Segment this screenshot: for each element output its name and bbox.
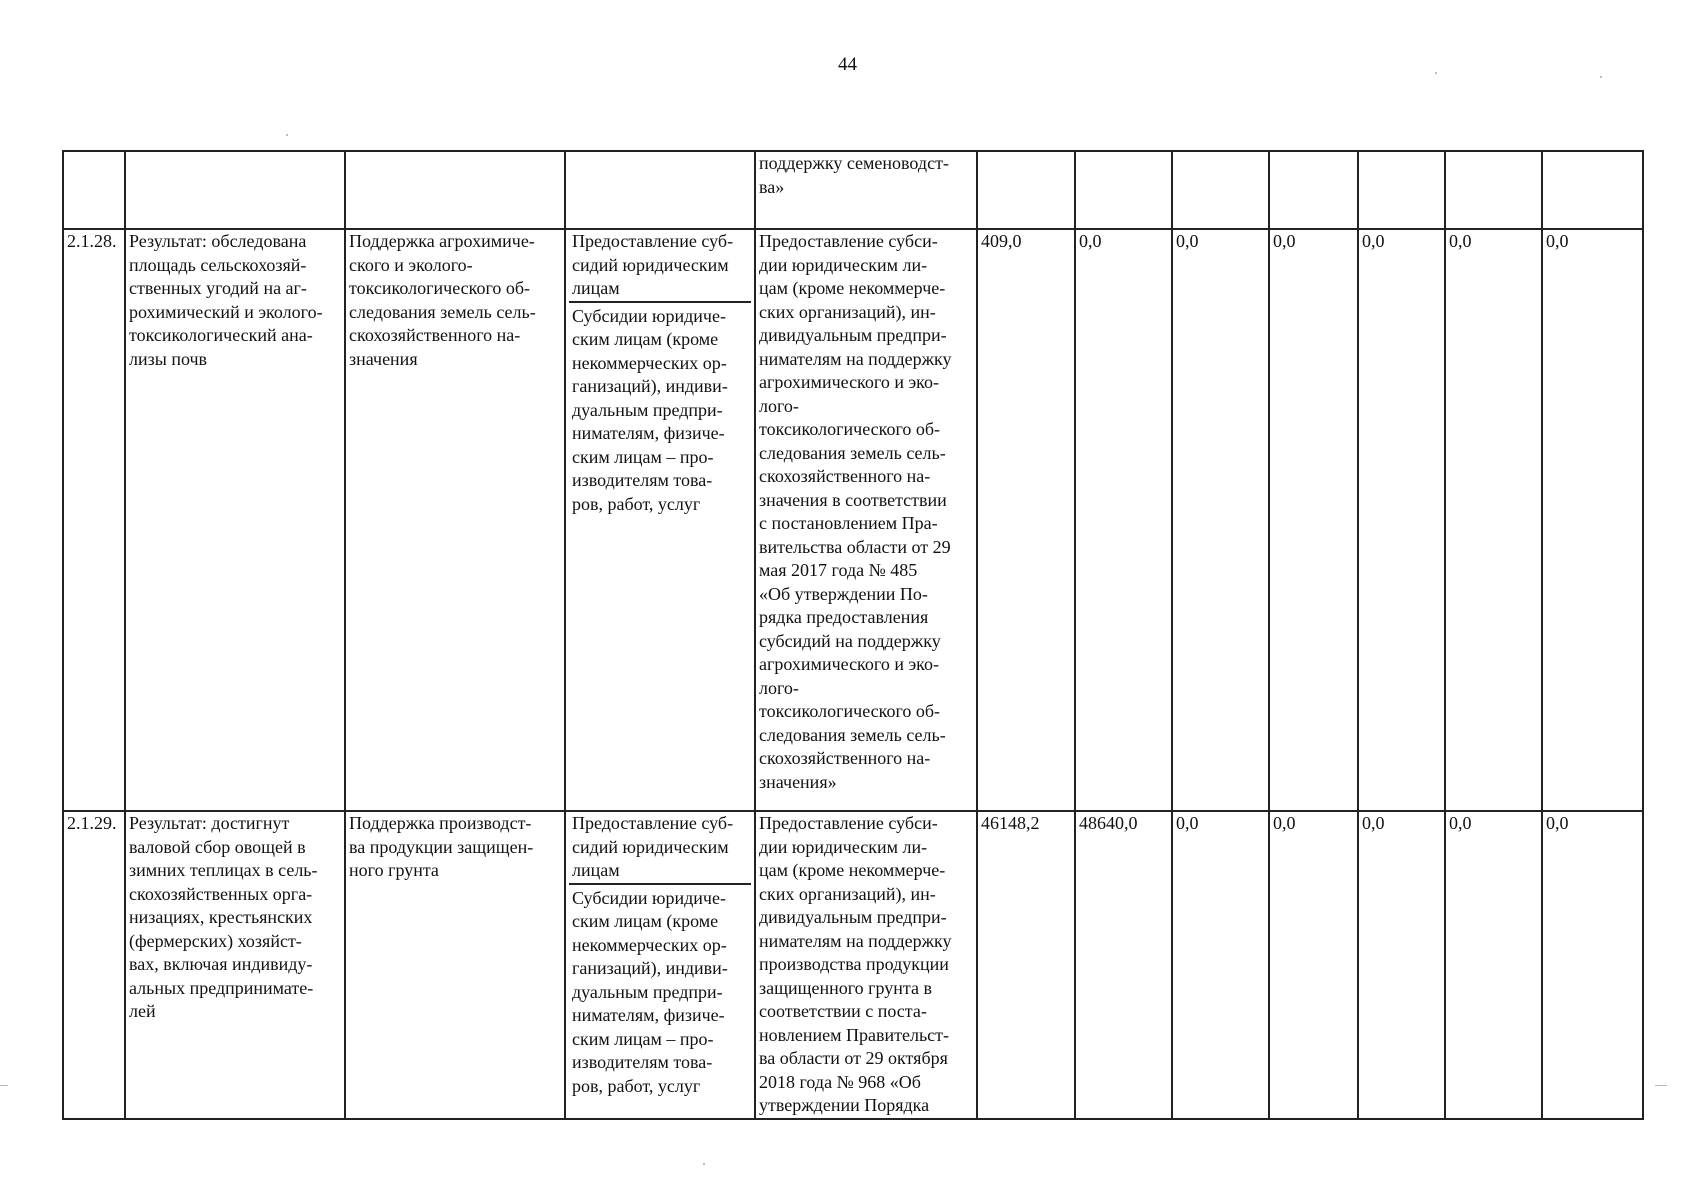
cell-value	[977, 151, 1075, 229]
row-number: 2.1.28.	[67, 231, 117, 251]
cell-value: 0,0	[1445, 229, 1542, 811]
activity-text: Поддержка производст- ва продукции защищен- ного грунта	[349, 813, 534, 880]
cell-value: 409,0	[977, 229, 1075, 811]
cell-num	[63, 811, 125, 1119]
table-row	[63, 229, 1643, 811]
cell-value: 46148,2	[977, 811, 1075, 1119]
cell-activity	[345, 229, 565, 811]
scan-speck	[1435, 72, 1437, 74]
cell-activity	[345, 151, 565, 229]
cell-value: 48640,0	[1075, 811, 1172, 1119]
cell-activity	[345, 811, 565, 1119]
cell-value: 0,0	[1269, 811, 1358, 1119]
cell-value	[1075, 151, 1172, 229]
cell-value	[1269, 151, 1358, 229]
type-bottom-text: Субсидии юридиче- ским лицам (кроме некоммерческих ор- ганизаций), индиви- дуальным предпри- нимателям, физиче- ским лицам – про- изводителям това- ров, работ, услуг	[572, 305, 728, 514]
budget-table	[62, 150, 1644, 1120]
type-top-text: Предоставление суб- сидий юридическим лицам	[569, 230, 751, 303]
cell-value	[1172, 151, 1269, 229]
result-text: Результат: достигнут валовой сбор овощей в зимних теплицах в сель- скохозяйственных орга- низациях, крестьянских (фермерских) хозяйст- вах, включая индивиду- альных предпринимате- лей	[129, 813, 318, 1021]
cell-value: 0,0	[1358, 229, 1445, 811]
cell-details	[755, 229, 977, 811]
row-number: 2.1.29.	[67, 813, 117, 833]
table-row	[63, 811, 1643, 1119]
type-bottom-text: Субсидии юридиче- ским лицам (кроме некоммерческих ор- ганизаций), индиви- дуальным предпри- нимателям, физиче- ским лицам – про- изводителям това- ров, работ, услуг	[572, 887, 728, 1096]
cell-num	[63, 229, 125, 811]
cell-result	[125, 151, 345, 229]
table-row	[63, 151, 1643, 229]
cell-result	[125, 811, 345, 1119]
cell-num	[63, 151, 125, 229]
activity-text: Поддержка агрохимиче- ского и эколого- токсикологического об- следования земель сель- скохозяйственного на- значения	[349, 231, 536, 369]
cell-value: 0,0	[1358, 811, 1445, 1119]
cell-value: 0,0	[1445, 811, 1542, 1119]
cell-details	[755, 811, 977, 1119]
type-top-text: Предоставление суб- сидий юридическим лицам	[569, 812, 751, 885]
cell-type	[565, 811, 755, 1119]
cell-value: 0,0	[1075, 229, 1172, 811]
cell-type	[565, 151, 755, 229]
cell-value: 0,0	[1172, 811, 1269, 1119]
scan-speck	[0, 1085, 8, 1086]
cell-value	[1542, 151, 1643, 229]
result-text: Результат: обследована площадь сельскохозяй- ственных угодий на аг- рохимический и эколого- токсикологический ана- лизы почв	[129, 231, 323, 369]
cell-value: 0,0	[1269, 229, 1358, 811]
scan-speck	[1600, 76, 1602, 78]
details-text: Предоставление субси- дии юридическим ли- цам (кроме некоммерче- ских организаций), ин- дивидуальным предпри- нимателям на поддержку производства продукции защищенного грунта в соответствии с поста- новлением Правительст- ва области от 29 октября 2018 года № 968 «Об утверждении Порядка	[759, 813, 952, 1115]
cell-value	[1358, 151, 1445, 229]
details-text: Предоставление субси- дии юридическим ли- цам (кроме некоммерче- ских организаций), ин- дивидуальным предпри- нимателям на поддержку агрохимического и эко- лого- токсикологического об- следования земель сель- скохозяйственного на- значения в соответствии с постановлением Пра- вительства области от 29 мая 2017 года № 485 «Об утверждении По- рядка предоставления субсидий на поддержку агрохимического и эко- лого- токсикологического об- следования земель сель- скохозяйственного на- значения»	[759, 231, 952, 792]
cell-value: 0,0	[1542, 811, 1643, 1119]
scan-speck	[703, 1163, 705, 1165]
cell-value: 0,0	[1172, 229, 1269, 811]
cell-type	[565, 229, 755, 811]
cell-value: 0,0	[1542, 229, 1643, 811]
details-text: поддержку семеноводст- ва»	[759, 153, 949, 197]
cell-result	[125, 229, 345, 811]
cell-value	[1445, 151, 1542, 229]
scan-speck	[286, 134, 288, 136]
page-number: 44	[838, 54, 857, 75]
cell-details	[755, 151, 977, 229]
scan-speck	[1655, 1085, 1667, 1086]
